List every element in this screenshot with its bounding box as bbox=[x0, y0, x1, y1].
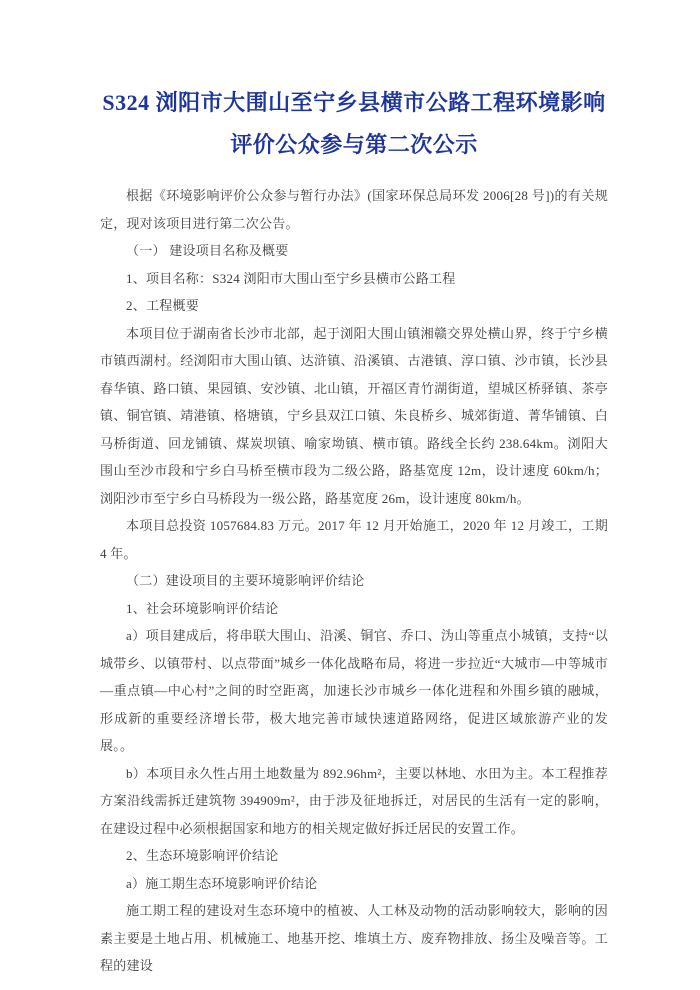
paragraph-construction-eco-text: 施工期工程的建设对生态环境中的植被、人工林及动物的活动影响较大，影响的因素主要是土地占用、机械施工、地基开挖、堆填土方、废弃物排放、扬尘及噪音等。工程的建设 bbox=[100, 903, 608, 973]
document-body bbox=[100, 182, 608, 980]
paragraph-intro: 根据《环境影响评价公众参与暂行办法》(国家环保总局环发 2006[28 号])的有关规定，现对该项目进行第二次公告。 bbox=[100, 188, 608, 231]
page-title-line1: S324 浏阳市大围山至宁乡县横市公路工程环境影响 bbox=[102, 90, 606, 115]
paragraph-social-impact-b: b）本项目永久性占用土地数量为 892.96hm²，主要以林地、水田为主。本工程推荐方案沿线需拆迁建筑物 394909m²，由于涉及征地拆迁，对居民的生活有一定的影响，在建设过程中必须根据国家和地方的相关规定做好拆迁居民的安置工作。 bbox=[100, 765, 608, 836]
paragraph-section-2-heading: （二）建设项目的主要环境影响评价结论 bbox=[126, 573, 365, 588]
paragraph-investment: 本项目总投资 1057684.83 万元。2017 年 12 月开始施工，2020 年 12 月竣工，工期 4 年。 bbox=[100, 518, 608, 561]
paragraph-project-name: 1、项目名称：S324 浏阳市大围山至宁乡县横市公路工程 bbox=[126, 270, 456, 286]
paragraph-social-impact-heading: 1、社会环境影响评价结论 bbox=[126, 600, 279, 616]
paragraph-social-impact-a: a）项目建成后，将串联大围山、沿溪、铜官、乔口、沩山等重点小城镇，支持“以城带乡、以镇带村、以点带面”城乡一体化战略布局，将进一步拉近“大城市—中等城市—重点镇—中心村”之间的时空距离，加速长沙市城乡一体化进程和外围乡镇的融城，形成新的重要经济增长带，极大地完善市域快速道路网络，促进区域旅游产业的发展。。 bbox=[100, 628, 608, 753]
paragraph-overview-heading: 2、工程概要 bbox=[126, 298, 200, 313]
page-title-line2: 评价公众参与第二次公示 bbox=[230, 132, 478, 157]
paragraph-section-1-heading: （一） 建设项目名称及概要 bbox=[126, 243, 289, 258]
page-title bbox=[100, 82, 608, 166]
paragraph-project-description: 本项目位于湖南省长沙市北部，起于浏阳大围山镇湘赣交界处横山界，终于宁乡横市镇西湖村。经浏阳市大围山镇、达浒镇、沿溪镇、古港镇、淳口镇、沙市镇，长沙县春华镇、路口镇、果园镇、安沙镇、北山镇，开福区青竹湖街道，望城区桥驿镇、茶亭镇、铜官镇、靖港镇、格塘镇，宁乡县双江口镇、朱良桥乡、城郊街道、菁华铺镇、白马桥街道、回龙铺镇、煤炭坝镇、喻家坳镇、横市镇。路线全长约 238.64km。浏阳大围山至沙市段和宁乡白马桥至横市段为二级公路，路基宽度 12m，设计速度 60km/h；浏阳沙市至宁乡白马桥段为一级公路，路基宽度 26m，设计速度 80km/h。 bbox=[100, 325, 608, 506]
paragraph-eco-impact-heading: 2、生态环境影响评价结论 bbox=[126, 848, 279, 863]
paragraph-construction-eco-heading: a）施工期生态环境影响评价结论 bbox=[126, 875, 318, 891]
